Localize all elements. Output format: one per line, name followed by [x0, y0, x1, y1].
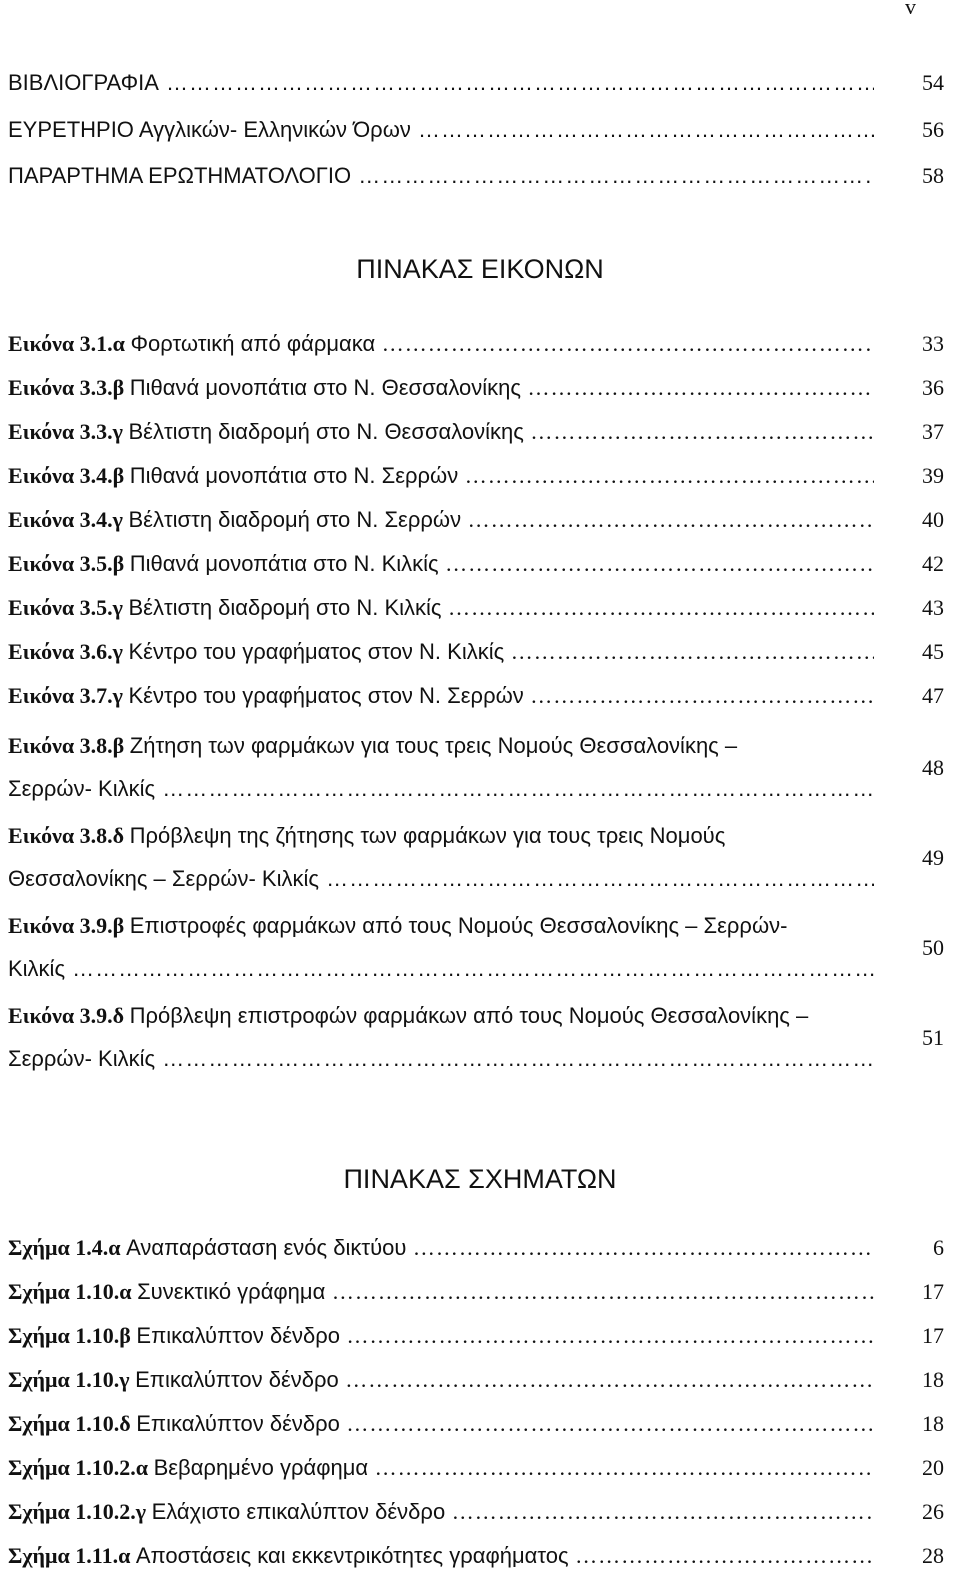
- image-entry[interactable]: [8, 679, 944, 713]
- entry-label: Εικόνα 3.5.β: [8, 551, 125, 576]
- entry-page: 36: [922, 375, 944, 400]
- figure-entry[interactable]: [8, 1407, 944, 1441]
- entry-title: ΠΑΡΑΡΤΗΜΑ ΕΡΩΤΗΜΑΤΟΛΟΓΙΟ ……………………………………………………………………………………………………………………………………………………: [8, 159, 874, 193]
- image-entry[interactable]: [8, 459, 944, 493]
- entry-page: 39: [922, 463, 944, 488]
- entry-title: Βέλτιστη διαδρομή στο Ν. Κιλκίς: [128, 595, 442, 620]
- entry-page: 20: [922, 1455, 944, 1480]
- entry-label: Σχήμα 1.10.2.γ: [8, 1499, 147, 1524]
- entry-label: Σχήμα 1.10.2.α: [8, 1455, 149, 1480]
- entry-title-line2: Σερρών- Κιλκίς ……………………………………………………………………………………………………………………: [8, 767, 874, 810]
- figure-entry[interactable]: [8, 1495, 944, 1529]
- entry-page: 48: [922, 755, 944, 780]
- entry-label: Εικόνα 3.9.δ: [8, 1003, 125, 1028]
- figure-entry[interactable]: [8, 1363, 944, 1397]
- page-number: v: [905, 0, 916, 19]
- entry-page: 56: [922, 117, 944, 142]
- entry-title: Φορτωτική από φάρμακα: [130, 331, 376, 356]
- entry-label: Εικόνα 3.3.γ: [8, 419, 123, 444]
- entry-title-line1: Πρόβλεψη επιστροφών φαρμάκων από τους Νομούς Θεσσαλονίκης –: [129, 1003, 809, 1028]
- entry-title: Πιθανά μονοπάτια στο Ν. Κιλκίς: [129, 551, 439, 576]
- figure-entry[interactable]: [8, 1231, 944, 1265]
- entry-label: Σχήμα 1.10.γ: [8, 1367, 130, 1392]
- image-entry-multiline[interactable]: [8, 904, 944, 990]
- entry-title: Βέλτιστη διαδρομή στο Ν. Θεσσαλονίκης: [128, 419, 524, 444]
- entry-page: 40: [922, 507, 944, 532]
- toc-entry-appendix[interactable]: [8, 159, 944, 193]
- entry-label: Εικόνα 3.9.β: [8, 913, 125, 938]
- image-entry[interactable]: [8, 503, 944, 537]
- entry-title: Βεβαρημένο γράφημα: [153, 1455, 369, 1480]
- entry-title: Αναπαράσταση ενός δικτύου: [126, 1235, 407, 1260]
- entry-title-line1: Πρόβλεψη της ζήτησης των φαρμάκων για τους τρεις Νομούς: [129, 823, 726, 848]
- entry-page: 45: [922, 639, 944, 664]
- toc-entry-glossary[interactable]: [8, 113, 944, 147]
- entry-title: Κέντρο του γραφήματος στον Ν. Σερρών: [128, 683, 524, 708]
- entry-page: 18: [922, 1411, 944, 1436]
- entry-page: 28: [922, 1543, 944, 1568]
- entry-page: 47: [922, 683, 944, 708]
- entry-title: Επικαλύπτον δένδρο: [135, 1367, 339, 1392]
- entry-label: Εικόνα 3.5.γ: [8, 595, 123, 620]
- entry-title-line2: Θεσσαλονίκης – Σερρών- Κιλκίς ……………………………………………………………………………………………………………………: [8, 857, 874, 900]
- entry-title: ΒΙΒΛΙΟΓΡΑΦΙΑ ……………………………………………………………………………………………………………………………………………………: [8, 66, 874, 100]
- entry-title-line2: Κιλκίς ……………………………………………………………………………………………………………………: [8, 947, 874, 990]
- figures-heading: ΠΙΝΑΚΑΣ ΣΧΗΜΑΤΩΝ: [343, 1164, 617, 1194]
- entry-title: Συνεκτικό γράφημα: [137, 1279, 326, 1304]
- entry-label: Εικόνα 3.4.β: [8, 463, 125, 488]
- entry-title: Βέλτιστη διαδρομή στο Ν. Σερρών: [128, 507, 462, 532]
- image-entry[interactable]: [8, 371, 944, 405]
- entry-page: 37: [922, 419, 944, 444]
- entry-page: 43: [922, 595, 944, 620]
- entry-label: Σχήμα 1.10.δ: [8, 1411, 131, 1436]
- toc-entry-bibliography[interactable]: [8, 66, 944, 100]
- entry-title: Κέντρο του γραφήματος στον Ν. Κιλκίς: [128, 639, 505, 664]
- image-entry-multiline[interactable]: [8, 814, 944, 900]
- entry-title: Πιθανά μονοπάτια στο Ν. Σερρών: [129, 463, 459, 488]
- entry-title: ΕΥΡΕΤΗΡΙΟ Αγγλικών- Ελληνικών Όρων ……………………………………………………………………………………………………………………………………………………: [8, 113, 874, 147]
- entry-title: Ελάχιστο επικαλύπτον δένδρο: [151, 1499, 446, 1524]
- entry-label: Εικόνα 3.8.β: [8, 733, 125, 758]
- entry-title-line1: Ζήτηση των φαρμάκων για τους τρεις Νομούς Θεσσαλονίκης –: [129, 733, 738, 758]
- entry-title-line1: Επιστροφές φαρμάκων από τους Νομούς Θεσσαλονίκης – Σερρών-: [129, 913, 788, 938]
- image-entry[interactable]: [8, 547, 944, 581]
- entry-page: 17: [922, 1279, 944, 1304]
- image-entry[interactable]: [8, 591, 944, 625]
- figure-entry[interactable]: [8, 1451, 944, 1485]
- entry-title: Επικαλύπτον δένδρο: [136, 1323, 341, 1348]
- entry-label: Εικόνα 3.8.δ: [8, 823, 125, 848]
- entry-label: Εικόνα 3.7.γ: [8, 683, 123, 708]
- entry-title: Επικαλύπτον δένδρο: [136, 1411, 340, 1436]
- entry-title-line2: Σερρών- Κιλκίς ……………………………………………………………………………………………………………………: [8, 1037, 874, 1080]
- entry-page: 54: [922, 70, 944, 95]
- figure-entry[interactable]: [8, 1275, 944, 1309]
- entry-page: 50: [922, 935, 944, 960]
- entry-page: 18: [922, 1367, 944, 1392]
- entry-label: Σχήμα 1.11.α: [8, 1543, 131, 1568]
- image-entry-multiline[interactable]: [8, 994, 944, 1080]
- entry-label: Σχήμα 1.10.α: [8, 1279, 132, 1304]
- entry-page: 42: [922, 551, 944, 576]
- entry-page: 6: [933, 1235, 944, 1260]
- image-entry[interactable]: [8, 635, 944, 669]
- entry-page: 49: [922, 845, 944, 870]
- entry-title: Αποστάσεις και εκκεντρικότητες γραφήματος: [135, 1543, 569, 1568]
- entry-page: 26: [922, 1499, 944, 1524]
- entry-label: Εικόνα 3.6.γ: [8, 639, 123, 664]
- figure-entry[interactable]: [8, 1319, 944, 1353]
- entry-page: 17: [922, 1323, 944, 1348]
- entry-label: Σχήμα 1.10.β: [8, 1323, 131, 1348]
- entry-title: Πιθανά μονοπάτια στο Ν. Θεσσαλονίκης: [129, 375, 522, 400]
- entry-label: Εικόνα 3.3.β: [8, 375, 125, 400]
- entry-page: 33: [922, 331, 944, 356]
- entry-page: 58: [922, 163, 944, 188]
- images-heading: ΠΙΝΑΚΑΣ ΕΙΚΟΝΩΝ: [356, 254, 604, 284]
- entry-page: 51: [922, 1025, 944, 1050]
- entry-label: Εικόνα 3.4.γ: [8, 507, 123, 532]
- entry-label: Σχήμα 1.4.α: [8, 1235, 121, 1260]
- image-entry-multiline[interactable]: [8, 724, 944, 810]
- entry-label: Εικόνα 3.1.α: [8, 331, 125, 356]
- image-entry[interactable]: [8, 327, 944, 361]
- figure-entry[interactable]: [8, 1539, 944, 1573]
- image-entry[interactable]: [8, 415, 944, 449]
